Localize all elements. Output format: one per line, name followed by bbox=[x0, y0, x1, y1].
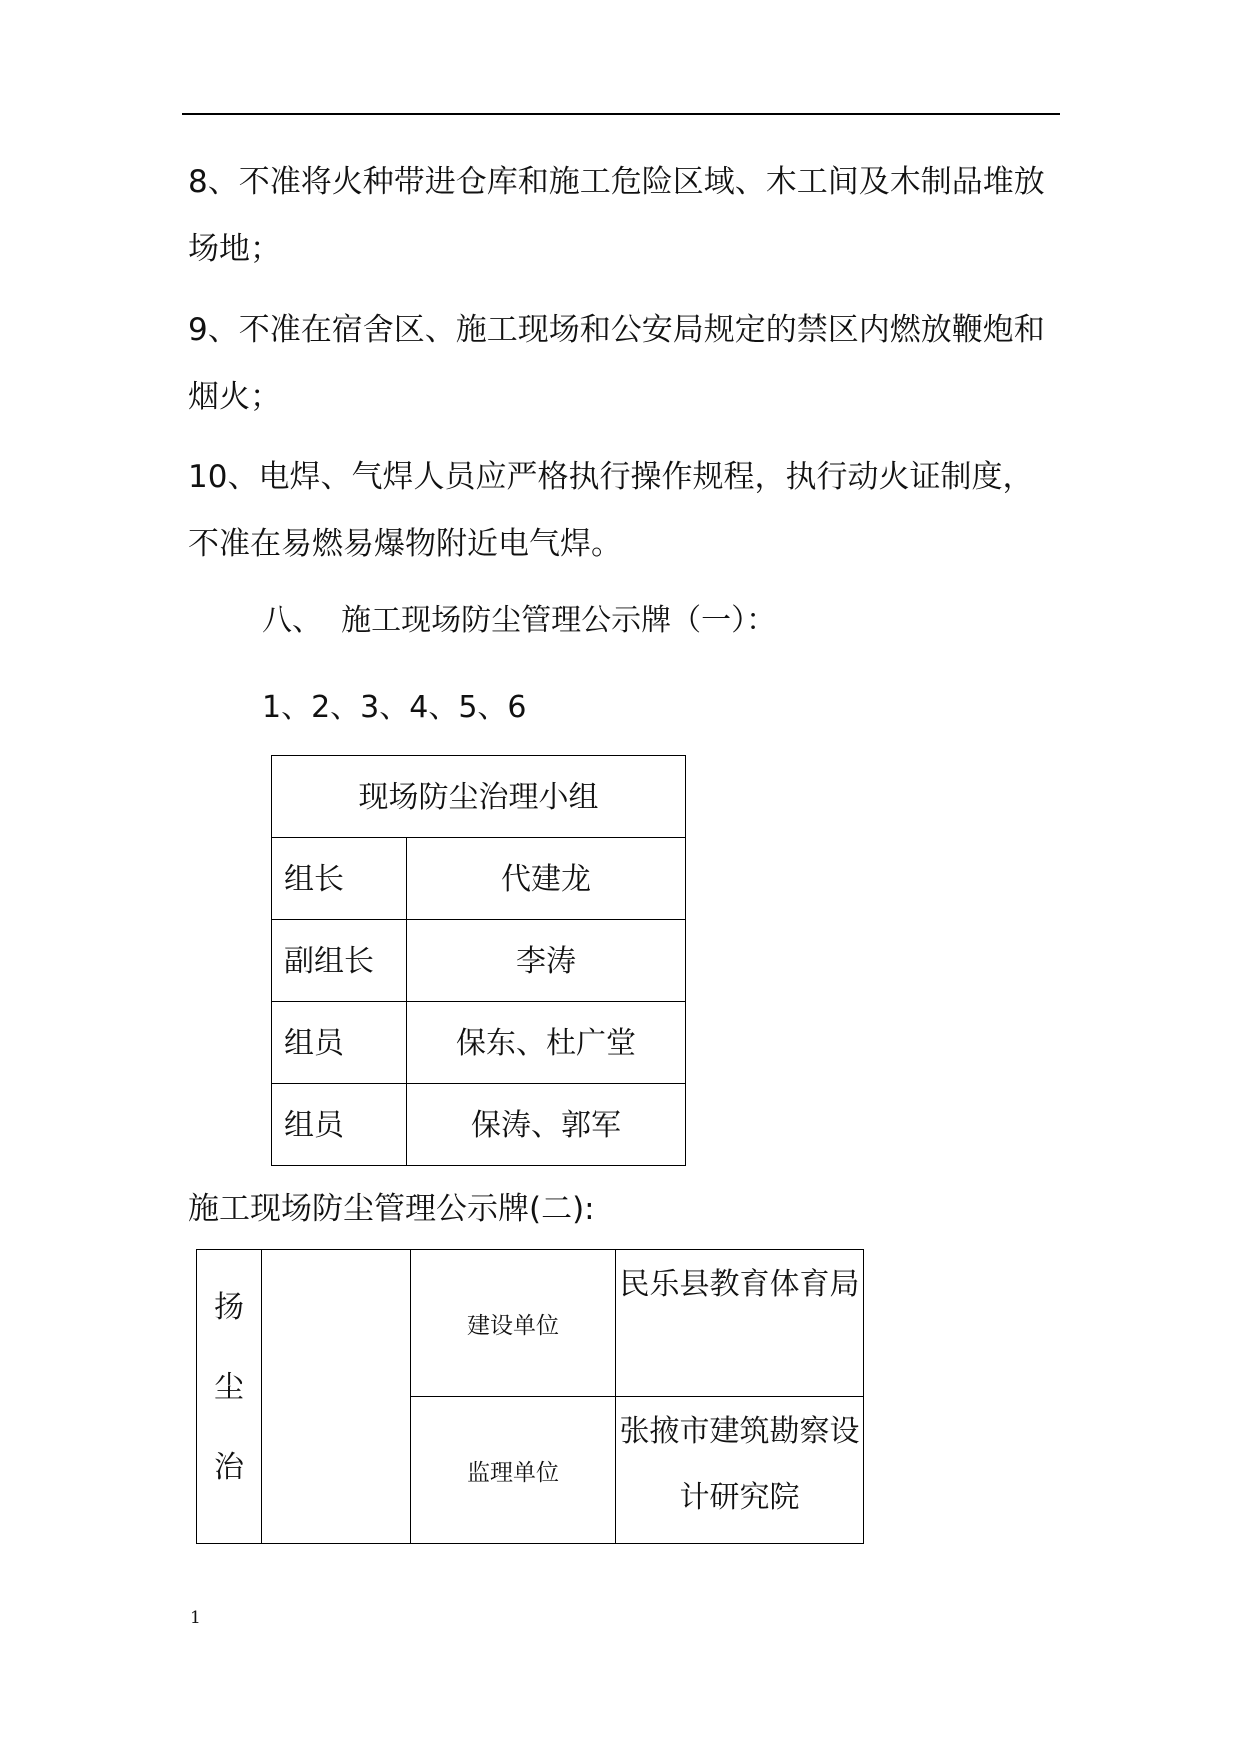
table-row bbox=[272, 1084, 686, 1166]
number-list: 1、2、3、4、5、6 bbox=[262, 690, 527, 725]
section-heading-dust-board-2: 施工现场防尘管理公示牌(二): bbox=[188, 1191, 595, 1227]
vertical-char: 治 bbox=[214, 1450, 244, 1485]
table-title-row bbox=[272, 756, 686, 838]
label-cell: 监理单位 bbox=[411, 1397, 616, 1544]
name-cell: 代建龙 bbox=[407, 838, 686, 920]
role-cell: 副组长 bbox=[272, 920, 407, 1002]
role-cell: 组员 bbox=[272, 1002, 407, 1084]
section-heading-dust-board-1: 八、 施工现场防尘管理公示牌（一）： bbox=[262, 603, 777, 638]
dust-board-info-table bbox=[196, 1249, 864, 1544]
blank-cell bbox=[262, 1250, 411, 1544]
paragraph-item-9: 9、不准在宿舍区、施工现场和公安局规定的禁区内燃放鞭炮和烟火； bbox=[188, 312, 1045, 415]
table-title: 现场防尘治理小组 bbox=[272, 756, 686, 838]
table-row bbox=[272, 1002, 686, 1084]
name-cell: 保东、杜广堂 bbox=[407, 1002, 686, 1084]
vertical-label-cell bbox=[197, 1250, 262, 1544]
label-cell: 建设单位 bbox=[411, 1250, 616, 1397]
vertical-char: 扬 bbox=[214, 1290, 244, 1325]
table-row bbox=[272, 920, 686, 1002]
vertical-char: 尘 bbox=[214, 1370, 244, 1405]
table-row bbox=[272, 838, 686, 920]
name-cell: 保涛、郭军 bbox=[407, 1084, 686, 1166]
name-cell: 李涛 bbox=[407, 920, 686, 1002]
value-cell: 民乐县教育体育局 bbox=[616, 1250, 864, 1397]
value-cell: 张掖市建筑勘察设计研究院 bbox=[616, 1397, 864, 1544]
dust-control-group-table bbox=[271, 755, 686, 1166]
page-number: 1 bbox=[190, 1608, 201, 1628]
paragraph-item-10: 10、电焊、气焊人员应严格执行操作规程，执行动火证制度，不准在易燃易爆物附近电气焊。 bbox=[188, 459, 1034, 562]
table-row bbox=[197, 1250, 864, 1397]
header-rule bbox=[182, 113, 1060, 115]
role-cell: 组长 bbox=[272, 838, 407, 920]
paragraph-item-8: 8、不准将火种带进仓库和施工危险区域、木工间及木制品堆放场地； bbox=[188, 164, 1045, 267]
role-cell: 组员 bbox=[272, 1084, 407, 1166]
